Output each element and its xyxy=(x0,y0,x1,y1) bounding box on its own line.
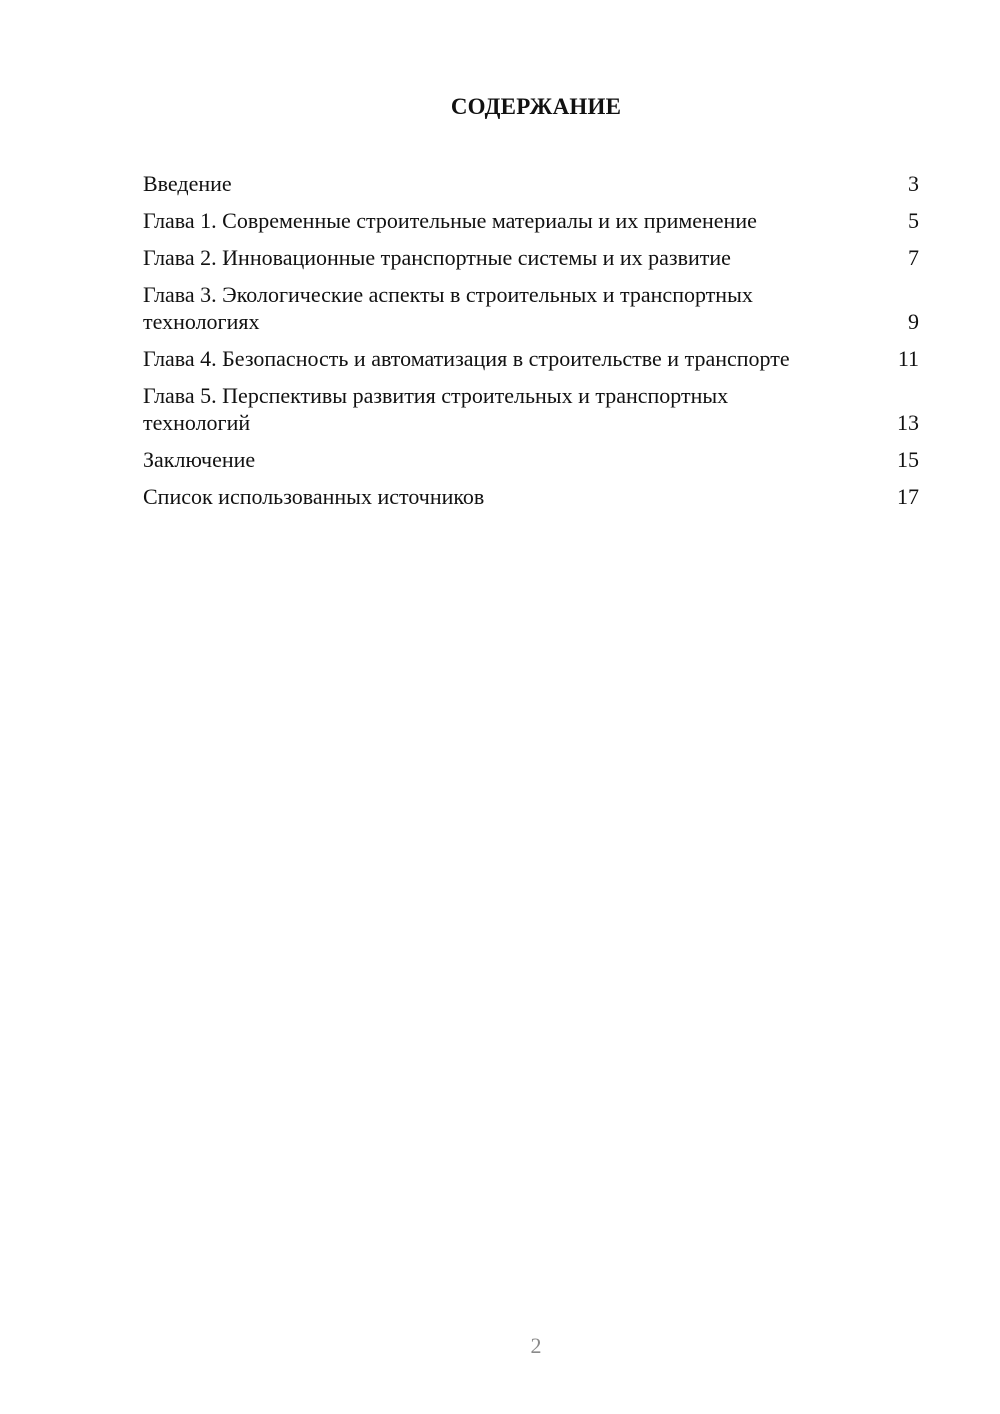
toc-entry-label: Глава 3. Экологические аспекты в строительных и транспортных технологиях xyxy=(143,282,753,334)
toc-entry-label: Глава 2. Инновационные транспортные системы и их развитие xyxy=(143,245,731,270)
toc-entry-label: Глава 1. Современные строительные материалы и их применение xyxy=(143,208,757,233)
toc-entry-page: 3 xyxy=(908,171,919,196)
toc-entry-page: 13 xyxy=(897,410,919,435)
toc-entry-chapter-3 xyxy=(143,281,919,335)
toc-entry-chapter-2 xyxy=(143,244,919,271)
toc-entry-label: Список использованных источников xyxy=(143,484,485,509)
toc-entry-page: 11 xyxy=(897,346,919,371)
toc-title: СОДЕРЖАНИЕ xyxy=(450,94,622,119)
toc-entry-introduction xyxy=(143,170,919,197)
page-number: 2 xyxy=(530,1333,542,1358)
toc-entry-label: Глава 4. Безопасность и автоматизация в строительстве и транспорте xyxy=(143,346,790,371)
toc-entry-label: Глава 5. Перспективы развития строительных и транспортных технологий xyxy=(143,383,729,435)
toc-entry-references xyxy=(143,483,919,510)
toc-entry-chapter-5 xyxy=(143,382,919,436)
toc-entry-page: 7 xyxy=(908,245,919,270)
toc-entry-label: Введение xyxy=(143,171,232,196)
table-of-contents xyxy=(143,170,919,520)
toc-entry-page: 17 xyxy=(897,484,919,509)
toc-entry-page: 15 xyxy=(897,447,919,472)
toc-entry-chapter-4 xyxy=(143,345,919,372)
toc-entry-page: 5 xyxy=(908,208,919,233)
toc-entry-page: 9 xyxy=(908,309,919,334)
toc-entry-chapter-1 xyxy=(143,207,919,234)
toc-entry-conclusion xyxy=(143,446,919,473)
toc-entry-label: Заключение xyxy=(143,447,256,472)
